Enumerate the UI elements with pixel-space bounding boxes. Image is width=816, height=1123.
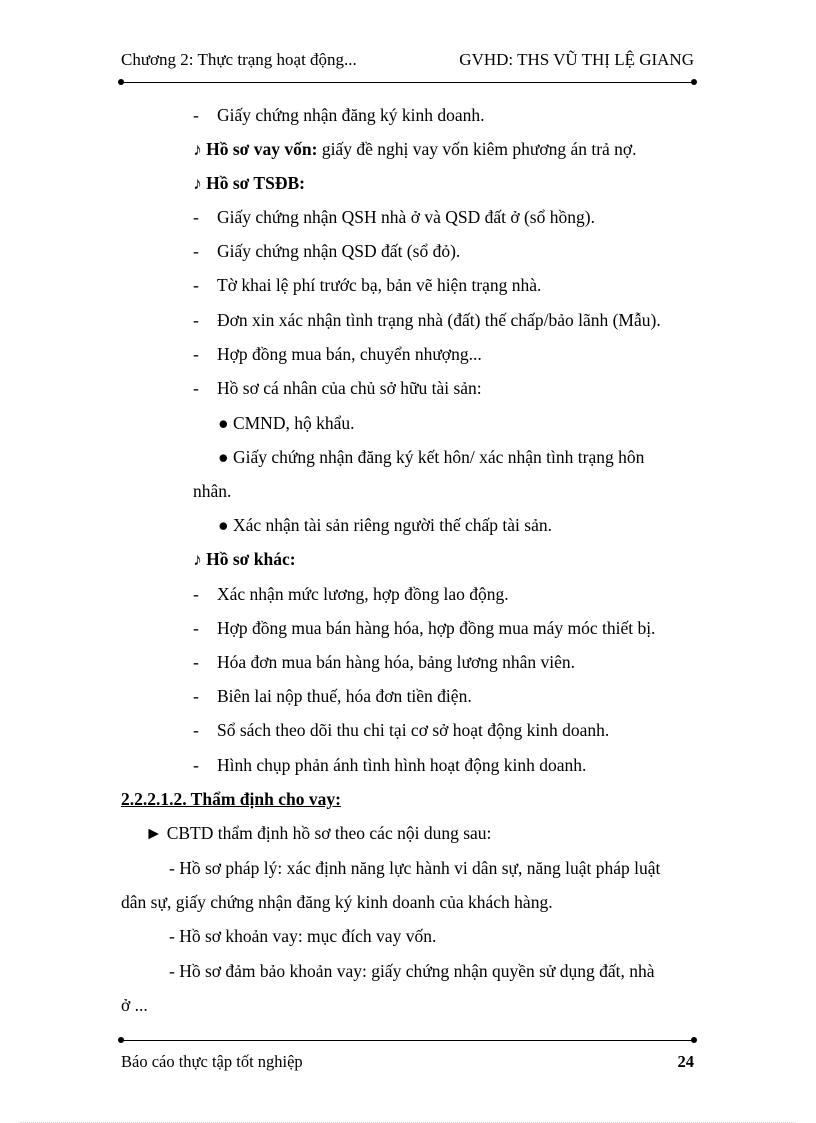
- bullet-item: ● CMND, hộ khẩu.: [218, 413, 355, 433]
- bullet-item-continuation: nhân.: [193, 481, 232, 501]
- list-item: - Giấy chứng nhận QSH nhà ở và QSD đất ở (sổ hồng).: [193, 207, 595, 227]
- paragraph: - Hồ sơ đảm bảo khoản vay: giấy chứng nhận quyền sử dụng đất, nhà: [169, 961, 655, 981]
- list-item: - Đơn xin xác nhận tình trạng nhà (đất) thế chấp/bảo lãnh (Mẫu).: [193, 310, 661, 330]
- paragraph: ► CBTD thẩm định hồ sơ theo các nội dung sau:: [145, 823, 492, 843]
- paragraph: - Hồ sơ pháp lý: xác định năng lực hành vi dân sự, năng luật pháp luật: [169, 858, 661, 878]
- header-rule: [121, 82, 694, 83]
- footer-title: Báo cáo thực tập tốt nghiệp: [121, 1052, 303, 1071]
- page-number: 24: [677, 1052, 694, 1071]
- list-item: - Biên lai nộp thuế, hóa đơn tiền điện.: [193, 686, 472, 706]
- page-footer: [121, 1052, 694, 1072]
- heading-ho-so-khac: ♪ Hồ sơ khác:: [193, 549, 296, 569]
- bullet-item: ● Xác nhận tài sản riêng người thế chấp tài sản.: [218, 515, 552, 535]
- list-item: - Xác nhận mức lương, hợp đồng lao động.: [193, 584, 509, 604]
- footer-rule: [121, 1040, 694, 1041]
- header-supervisor: GVHD: THS VŨ THỊ LỆ GIANG: [459, 50, 694, 69]
- list-item: - Hồ sơ cá nhân của chủ sở hữu tài sản:: [193, 378, 482, 398]
- list-item: - Hình chụp phản ánh tình hình hoạt động kinh doanh.: [193, 755, 587, 775]
- paragraph-continuation: ở ...: [121, 995, 148, 1015]
- paragraph: - Hồ sơ khoản vay: mục đích vay vốn.: [169, 926, 437, 946]
- header-chapter: Chương 2: Thực trạng hoạt động...: [121, 50, 357, 69]
- list-item: - Giấy chứng nhận đăng ký kinh doanh.: [193, 105, 485, 125]
- list-item: - Giấy chứng nhận QSD đất (sổ đỏ).: [193, 241, 461, 261]
- list-item: - Sổ sách theo dõi thu chi tại cơ sở hoạt động kinh doanh.: [193, 720, 610, 740]
- list-item: - Tờ khai lệ phí trước bạ, bản vẽ hiện trạng nhà.: [193, 275, 542, 295]
- heading-ho-so-tsdb: ♪ Hồ sơ TSĐB:: [193, 173, 305, 193]
- paragraph-continuation: dân sự, giấy chứng nhận đăng ký kinh doanh của khách hàng.: [121, 892, 553, 912]
- bullet-item: ● Giấy chứng nhận đăng ký kết hôn/ xác nhận tình trạng hôn: [218, 447, 645, 467]
- list-item: - Hợp đồng mua bán, chuyển nhượng...: [193, 344, 482, 364]
- heading-ho-so-vay-von: ♪ Hồ sơ vay vốn: giấy đề nghị vay vốn kiêm phương án trả nợ.: [193, 139, 637, 159]
- page-header: [121, 50, 694, 78]
- list-item: - Hóa đơn mua bán hàng hóa, bảng lương nhân viên.: [193, 652, 575, 672]
- section-heading: 2.2.2.1.2. Thẩm định cho vay:: [121, 789, 341, 809]
- list-item: - Hợp đồng mua bán hàng hóa, hợp đồng mua máy móc thiết bị.: [193, 618, 656, 638]
